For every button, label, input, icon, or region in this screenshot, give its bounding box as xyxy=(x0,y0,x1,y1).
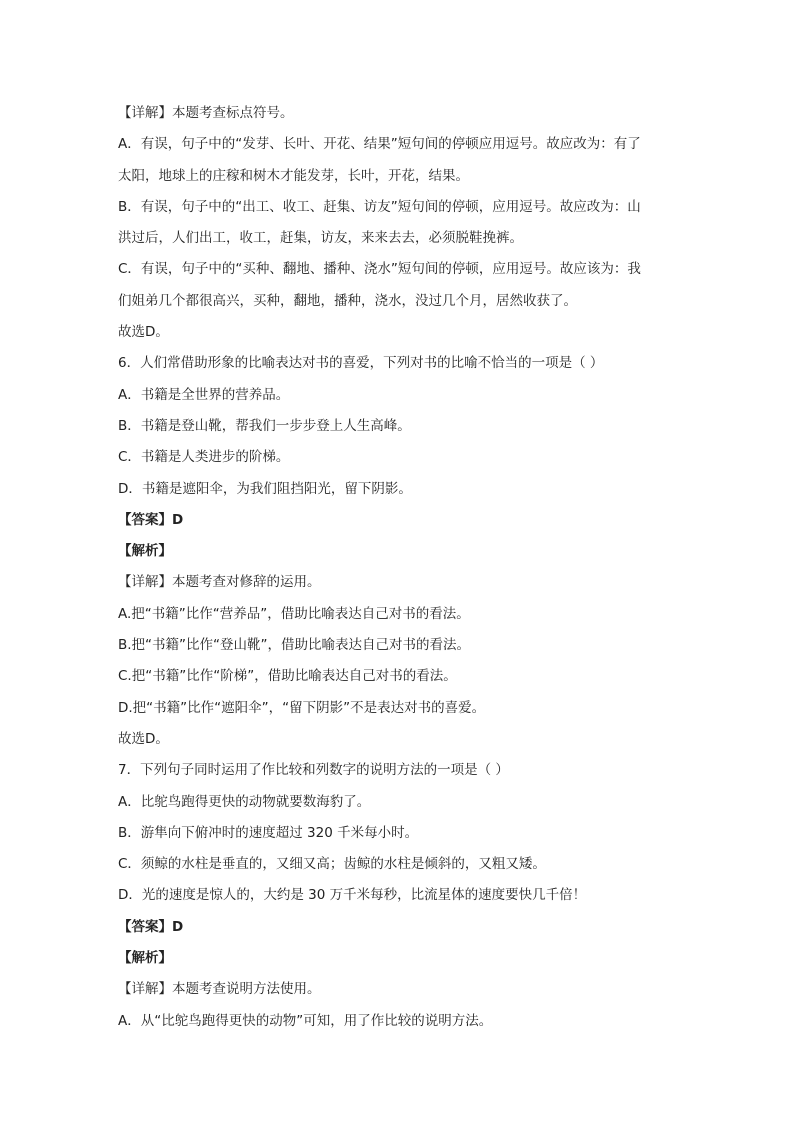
question-6-option-d: D．书籍是遮阳伞，为我们阻挡阳光，留下阴影。 xyxy=(118,480,412,497)
question-6-detail-a: A.把“书籍”比作“营养品”，借助比喻表达自己对书的看法。 xyxy=(118,605,470,622)
option-b-explanation-line-1: B．有误，句子中的“出工、收工、赶集、访友”短句间的停顿，应用逗号。故应改为：山 xyxy=(118,198,641,215)
question-7-option-b: B．游隼向下俯冲时的速度超过 320 千米每小时。 xyxy=(118,824,419,841)
question-6-detail-heading: 【详解】本题考查对修辞的运用。 xyxy=(118,574,321,591)
question-7-detail-heading: 【详解】本题考查说明方法使用。 xyxy=(118,981,321,998)
question-6-answer: 【答案】D xyxy=(118,511,184,528)
question-6-option-a: A．书籍是全世界的营养品。 xyxy=(118,386,290,403)
question-6-analysis-heading: 【解析】 xyxy=(118,543,172,560)
option-a-explanation-line-2: 太阳，地球上的庄稼和树木才能发芽，长叶，开花，结果。 xyxy=(118,167,469,184)
question-6-detail-b: B.把“书籍”比作“登山靴”，借助比喻表达自己对书的看法。 xyxy=(118,637,471,654)
option-c-explanation-line-1: C．有误，句子中的“买种、翻地、播种、浇水”短句间的停顿，应用逗号。故应该为：我 xyxy=(118,261,641,278)
question-7-stem: 7．下列句子同时运用了作比较和列数字的说明方法的一项是（ ） xyxy=(118,762,509,779)
question-7-option-d: D．光的速度是惊人的，大约是 30 万千米每秒，比流星体的速度要快几千倍！ xyxy=(118,887,587,904)
question-6-option-b: B．书籍是登山靴，帮我们一步步登上人生高峰。 xyxy=(118,417,411,434)
document-body xyxy=(118,98,683,1037)
question-6-option-c: C．书籍是人类进步的阶梯。 xyxy=(118,449,290,466)
question-6-detail-d: D.把“书籍”比作“遮阳伞”，“留下阴影”不是表达对书的喜爱。 xyxy=(118,699,486,716)
choice-conclusion: 故选D。 xyxy=(118,324,169,341)
detail-heading-punctuation: 【详解】本题考查标点符号。 xyxy=(118,105,294,121)
question-6-detail-c: C.把“书籍”比作“阶梯”，借助比喻表达自己对书的看法。 xyxy=(118,668,457,685)
question-7-answer: 【答案】D xyxy=(118,918,184,935)
question-6-conclusion: 故选D。 xyxy=(118,730,169,747)
option-c-explanation-line-2: 们姐弟几个都很高兴，买种，翻地，播种，浇水，没过几个月，居然收获了。 xyxy=(118,292,577,309)
question-7-detail-a: A．从“比鸵鸟跑得更快的动物”可知，用了作比较的说明方法。 xyxy=(118,1012,493,1029)
question-7-option-c: C．须鲸的水柱是垂直的，又细又高；齿鲸的水柱是倾斜的，又粗又矮。 xyxy=(118,856,546,873)
question-7-option-a: A．比鸵鸟跑得更快的动物就要数海豹了。 xyxy=(118,793,371,810)
question-6-stem: 6．人们常借助形象的比喻表达对书的喜爱，下列对书的比喻不恰当的一项是（ ） xyxy=(118,355,604,372)
option-a-explanation-line-1: A．有误，句子中的“发芽、长叶、开花、结果”短句间的停顿应用逗号。故应改为：有了 xyxy=(118,136,641,153)
question-7-analysis-heading: 【解析】 xyxy=(118,950,172,967)
option-b-explanation-line-2: 洪过后，人们出工，收工，赶集，访友，来来去去，必须脱鞋挽裤。 xyxy=(118,230,523,247)
